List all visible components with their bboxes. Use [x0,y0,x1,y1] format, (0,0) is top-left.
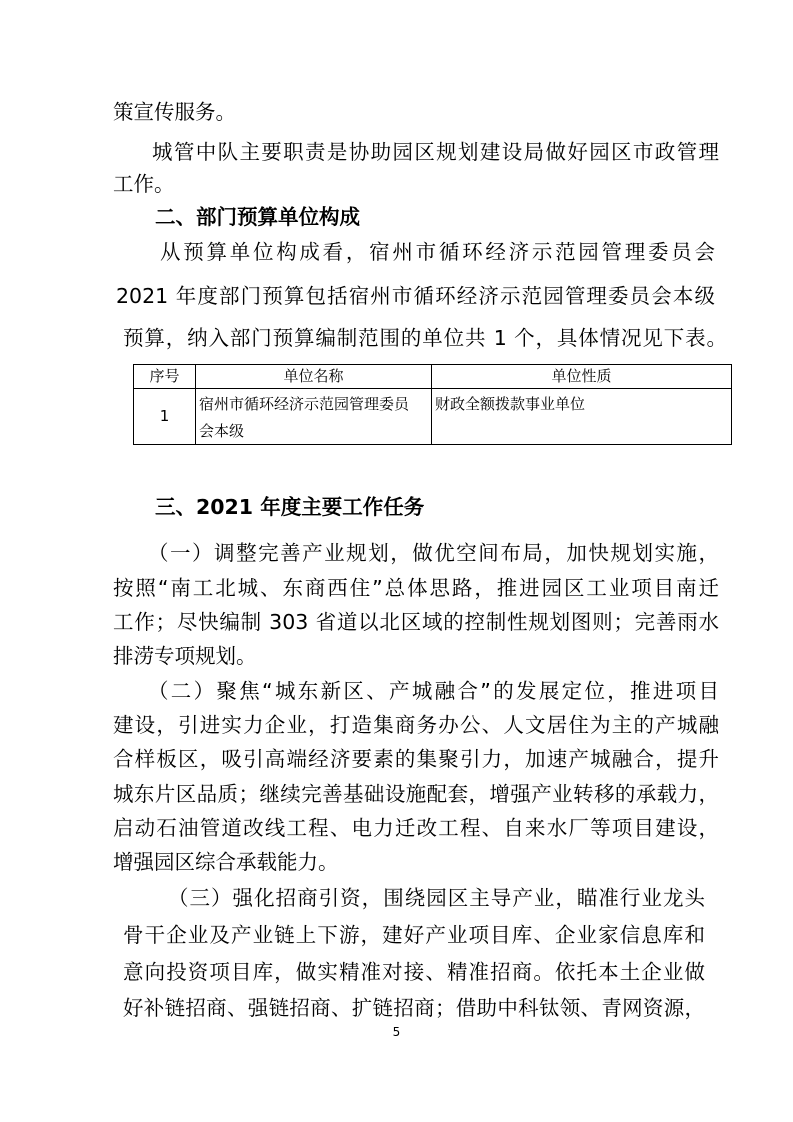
table-row [134,389,732,445]
body-text-line: 启动石油管道改线工程、电力迁改工程、自来水厂等项目建设， [113,816,719,840]
table-header-cell: 单位性质 [432,365,732,389]
unit-name-line: 宿州市循环经济示范园管理委员 [199,395,410,413]
body-text-line: 工作。 [113,172,175,196]
body-text-line: （三）强化招商引资，围绕园区主导产业，瞄准行业龙头 [168,886,705,910]
unit-name-line: 会本级 [199,422,245,440]
table-cell-unit-name [196,389,432,445]
body-text-line: 好补链招商、强链招商、扩链招商；借助中科钛领、青网资源， [123,996,705,1020]
budget-unit-table [133,364,732,445]
body-text-line: 城管中队主要职责是协助园区规划建设局做好园区市政管理 [152,140,719,164]
table-header-row [134,365,732,389]
body-text-line: 增强园区综合承载能力。 [113,850,339,874]
body-text-line: 按照“南工北城、东商西住”总体思路，推进园区工业项目南迁 [113,576,719,600]
section-heading: 二、部门预算单位构成 [155,205,360,229]
table-header-cell: 序号 [134,365,196,389]
body-text-line: 合样板区，吸引高端经济要素的集聚引力，加速产城融合，提升 [113,747,719,771]
body-text-line: 城东片区品质；继续完善基础设施配套，增强产业转移的承载力， [113,782,719,806]
body-text-line: 建设，引进实力企业，打造集商务办公、人文居住为主的产城融 [113,713,719,737]
table-header-cell: 单位名称 [196,365,432,389]
body-text-line: 工作；尽快编制 303 省道以北区域的控制性规划图则；完善雨水 [113,610,719,634]
body-text-line: （一）调整完善产业规划，做优空间布局，加快规划实施， [148,541,719,565]
body-text-line: （二）聚焦“城东新区、产城融合”的发展定位，推进项目 [148,679,719,703]
page-number: 5 [392,1025,401,1039]
body-text-line: 意向投资项目库，做实精准对接、精准招商。依托本土企业做 [123,960,705,984]
body-text-line: 2021 年度部门预算包括宿州市循环经济示范园管理委员会本级 [116,284,715,308]
body-text-line: 排涝专项规划。 [113,644,257,668]
body-text-line: 预算，纳入部门预算编制范围的单位共 1 个，具体情况见下表。 [123,326,727,350]
table-cell-number: 1 [134,389,196,445]
body-text-line: 骨干企业及产业链上下游，建好产业项目库、企业家信息库和 [123,923,705,947]
section-heading: 三、2021 年度主要工作任务 [155,495,425,519]
table-cell-unit-nature: 财政全额拨款事业单位 [432,389,732,445]
body-text-line: 从预算单位构成看，宿州市循环经济示范园管理委员会 [160,240,715,264]
body-text-line: 策宣传服务。 [113,100,236,124]
